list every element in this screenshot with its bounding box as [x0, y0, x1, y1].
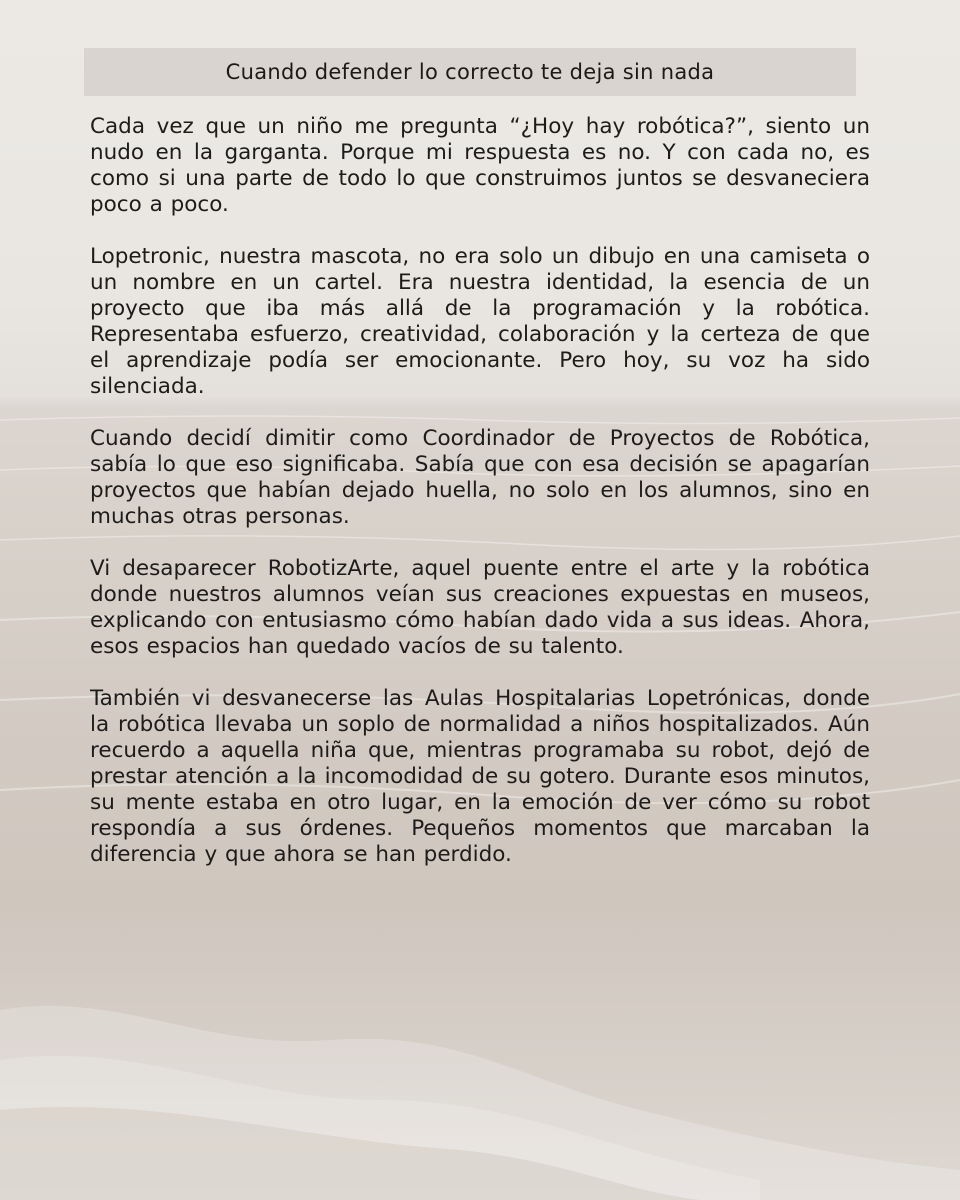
paragraph-2: Lopetronic, nuestra mascota, no era solo un dibujo en una camiseta o un nombre en un cartel. Era nuestra identidad, la esencia de un proyecto que iba más allá de la programación y la robótica. Representaba esfuerzo, creatividad, colaboración y la certeza de que el aprendizaje podía ser emocionante. Pero hoy, su voz ha sido silenciada.: [90, 244, 870, 399]
paragraph-4: Vi desaparecer RobotizArte, aquel puente entre el arte y la robótica donde nuestros alumnos veían sus creaciones expuestas en museos, explicando con entusiasmo cómo habían dado vida a sus ideas. Ahora, esos espacios han quedado vacíos de su talento.: [90, 556, 870, 659]
letter-body: [90, 114, 870, 868]
letter-content: [90, 48, 870, 894]
page-title: Cuando defender lo correcto te deja sin nada: [225, 60, 715, 84]
title-banner: [84, 48, 856, 96]
paragraph-5: También vi desvanecerse las Aulas Hospitalarias Lopetrónicas, donde la robótica llevaba un soplo de normalidad a niños hospitalizados. Aún recuerdo a aquella niña que, mientras programaba su robot, dejó de prestar atención a la incomodidad de su gotero. Durante esos minutos, su mente estaba en otro lugar, en la emoción de ver cómo su robot respondía a sus órdenes. Pequeños momentos que marcaban la diferencia y que ahora se han perdido.: [90, 686, 870, 867]
paragraph-3: Cuando decidí dimitir como Coordinador de Proyectos de Robótica, sabía lo que eso significaba. Sabía que con esa decisión se apagarían proyectos que habían dejado huella, no solo en los alumnos, sino en muchas otras personas.: [90, 426, 870, 529]
paragraph-1: Cada vez que un niño me pregunta “¿Hoy hay robótica?”, siento un nudo en la garganta. Porque mi respuesta es no. Y con cada no, es como si una parte de todo lo que construimos juntos se desvaneciera poco a poco.: [90, 114, 870, 217]
